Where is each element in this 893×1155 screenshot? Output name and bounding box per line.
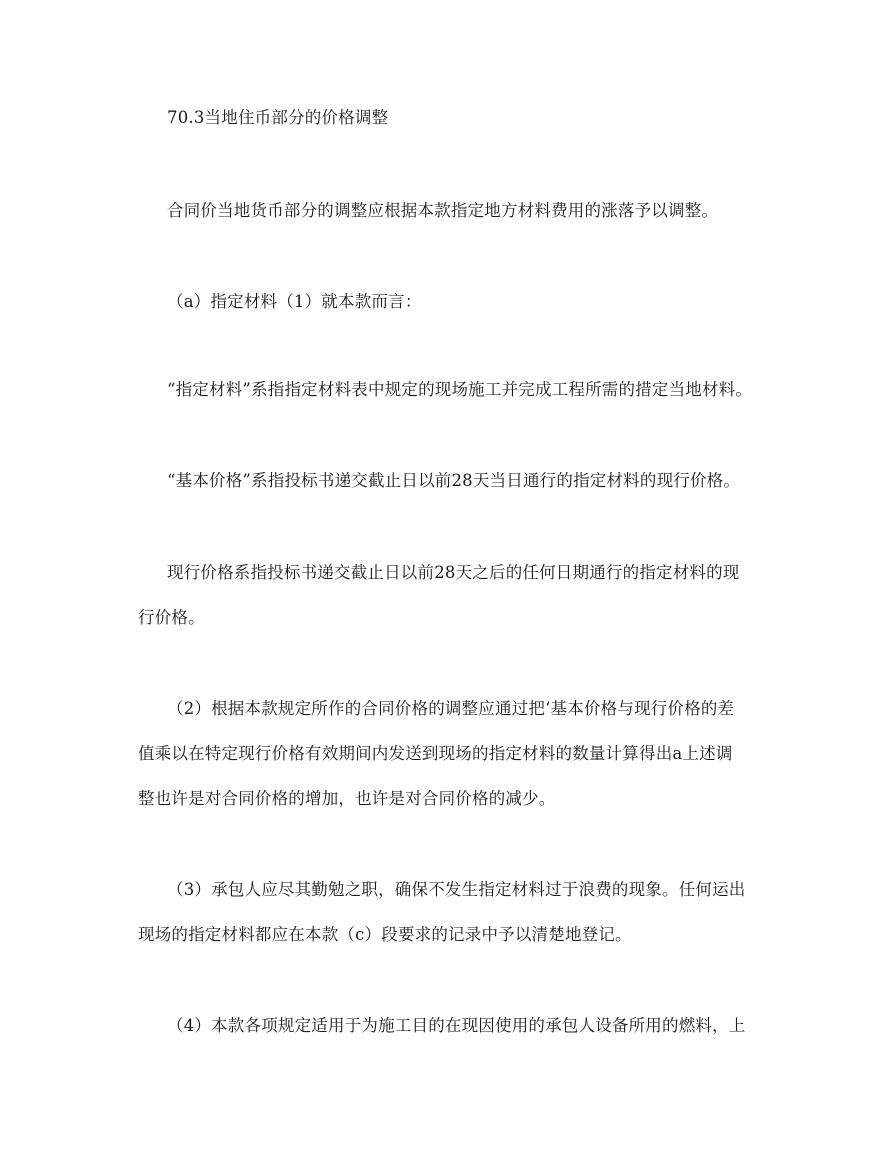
paragraph-def-base-price: “基本价格”系指投标书递交截止日以前28天当日通行的指定材料的现行价格。 [167,471,741,490]
paragraph-2-line-3: 整也许是对合同价格的增加，也许是对合同价格的减少。 [138,789,556,808]
paragraph-2-line-2: 值乘以在特定现行价格有效期间内发送到现场的指定材料的数量计算得出a上述调 [138,744,733,763]
paragraph-def-materials: “指定材料”系指指定材料表中规定的现场施工并完成工程所需的措定当地材料。 [167,380,753,399]
paragraph-intro: 合同价当地货币部分的调整应根据本款指定地方材料费用的涨落予以调整。 [167,201,719,220]
paragraph-2-line-1: （2）根据本款规定所作的合同价格的调整应通过把‘基本价格与现行价格的差 [167,699,735,718]
paragraph-3-line-2: 现场的指定材料都应在本款（c）段要求的记录中予以清楚地登记。 [138,925,632,944]
section-heading: 70.3当地住币部分的价格调整 [167,108,389,127]
paragraph-3-line-1: （3）承包人应尽其勤勉之职，确保不发生指定材料过于浪费的现象。任何运出 [167,880,746,899]
paragraph-4-line-1: （4）本款各项规定适用于为施工目的在现因使用的承包人设备所用的燃料，上 [167,1016,746,1035]
paragraph-current-price-line-1: 现行价格系指投标书递交截止日以前28天之后的任何日期通行的指定材料的现 [167,563,740,582]
paragraph-a1: （a）指定材料（1）就本款而言： [167,292,422,311]
paragraph-current-price-line-2: 行价格。 [138,608,205,627]
